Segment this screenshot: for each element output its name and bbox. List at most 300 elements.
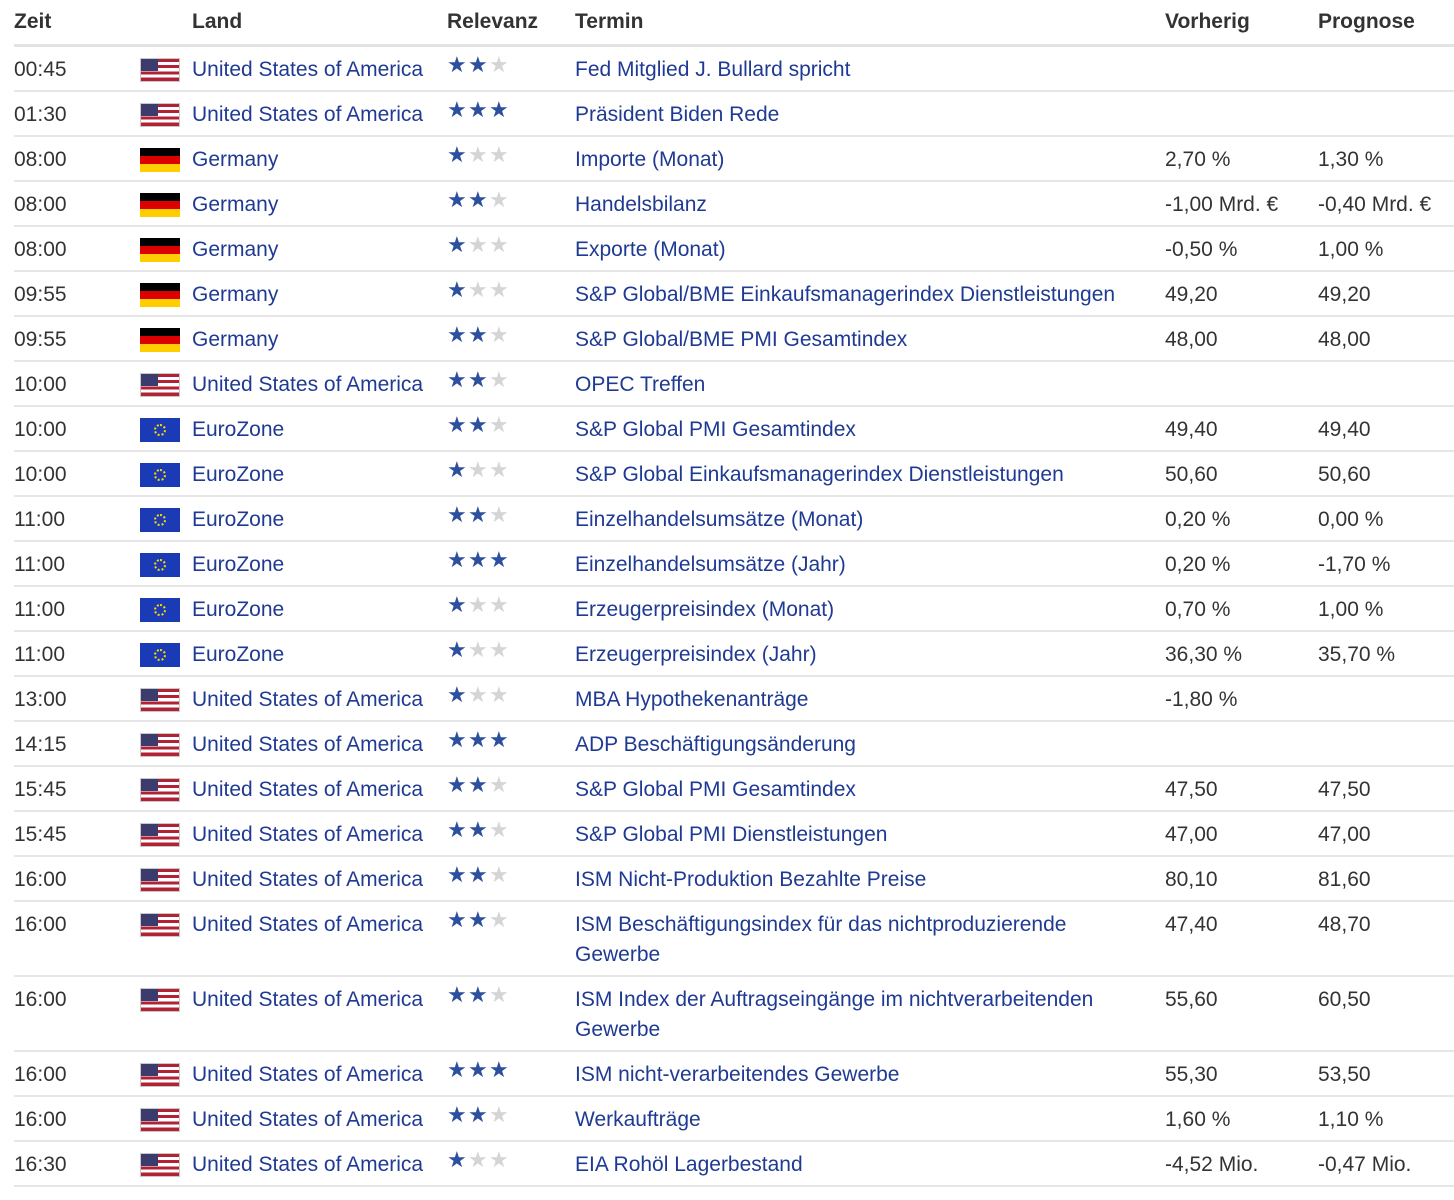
relevance-rating [447, 632, 575, 675]
star-icon: ★ [447, 817, 467, 842]
relevance-rating [447, 812, 575, 855]
star-icon: ★ [468, 187, 488, 212]
event-link[interactable]: OPEC Treffen [575, 373, 706, 396]
relevance-rating [447, 587, 575, 630]
star-icon: ★ [489, 457, 509, 482]
event-time: 08:00 [14, 148, 67, 171]
event-time: 10:00 [14, 418, 67, 441]
country-link[interactable]: EuroZone [192, 553, 285, 576]
star-icon: ★ [468, 727, 488, 752]
event-link[interactable]: Erzeugerpreisindex (Jahr) [575, 643, 817, 666]
flag-cell [140, 1142, 192, 1185]
forecast-value: 1,30 % [1318, 148, 1384, 171]
star-rating [447, 323, 575, 347]
eu-flag-icon [140, 418, 180, 442]
relevance-rating [447, 407, 575, 450]
star-icon: ★ [447, 1057, 467, 1082]
star-icon: ★ [447, 322, 467, 347]
star-rating [447, 548, 575, 572]
table-row[interactable] [14, 272, 1454, 317]
forecast-value: 60,50 [1318, 988, 1371, 1011]
event-time: 08:00 [14, 238, 67, 261]
previous-value: 55,60 [1165, 988, 1218, 1011]
header-forecast: Prognose [1318, 10, 1415, 33]
table-row[interactable] [14, 317, 1454, 362]
flag-cell [140, 227, 192, 270]
star-icon: ★ [489, 682, 509, 707]
event-time: 14:15 [14, 733, 67, 756]
flag-cell [140, 767, 192, 810]
star-icon: ★ [447, 592, 467, 617]
previous-value: 36,30 % [1165, 643, 1243, 666]
germany-flag-icon [140, 328, 180, 352]
country-link[interactable]: United States of America [192, 373, 424, 396]
forecast-value: 1,10 % [1318, 1108, 1384, 1131]
event-time: 16:00 [14, 868, 67, 891]
header-previous: Vorherig [1165, 10, 1250, 33]
us-flag-icon [140, 1153, 180, 1177]
country-link[interactable]: United States of America [192, 103, 424, 126]
forecast-value: -0,40 Mrd. € [1318, 193, 1432, 216]
country-link[interactable]: United States of America [192, 733, 424, 756]
star-icon: ★ [468, 982, 488, 1007]
star-icon: ★ [489, 232, 509, 257]
star-icon: ★ [447, 187, 467, 212]
country-link[interactable]: United States of America [192, 688, 424, 711]
forecast-value: -1,70 % [1318, 553, 1391, 576]
star-icon: ★ [489, 52, 509, 77]
star-rating [447, 818, 575, 842]
event-link[interactable]: ISM Index der Auftragseingänge im nichtverarbeitenden Gewerbe [575, 988, 1094, 1041]
table-row[interactable] [14, 1052, 1454, 1097]
table-row[interactable] [14, 587, 1454, 632]
star-icon: ★ [447, 97, 467, 122]
forecast-value [1318, 92, 1454, 135]
relevance-rating [447, 47, 575, 90]
forecast-value: 49,40 [1318, 418, 1371, 441]
flag-cell [140, 407, 192, 450]
star-rating [447, 1148, 575, 1172]
star-rating [447, 98, 575, 122]
eu-star-ring [154, 469, 166, 481]
forecast-value [1318, 362, 1454, 405]
relevance-rating [447, 1052, 575, 1095]
previous-value: 80,10 [1165, 868, 1218, 891]
star-icon: ★ [447, 982, 467, 1007]
relevance-rating [447, 362, 575, 405]
forecast-value: 81,60 [1318, 868, 1371, 891]
forecast-value: 50,60 [1318, 463, 1371, 486]
event-link[interactable]: Erzeugerpreisindex (Monat) [575, 598, 835, 621]
country-link[interactable]: United States of America [192, 823, 424, 846]
event-link[interactable]: Handelsbilanz [575, 193, 707, 216]
event-link[interactable]: S&P Global PMI Gesamtindex [575, 418, 856, 441]
event-link[interactable]: ADP Beschäftigungsänderung [575, 733, 856, 756]
star-rating [447, 503, 575, 527]
country-link[interactable]: Germany [192, 283, 279, 306]
header-land: Land [192, 10, 243, 33]
star-rating [447, 278, 575, 302]
event-time: 16:00 [14, 1063, 67, 1086]
flag-cell [140, 182, 192, 225]
star-rating [447, 413, 575, 437]
country-link[interactable]: United States of America [192, 868, 424, 891]
us-flag-icon [140, 373, 180, 397]
star-icon: ★ [489, 367, 509, 392]
germany-flag-icon [140, 283, 180, 307]
relevance-rating [447, 497, 575, 540]
us-flag-icon [140, 58, 180, 82]
relevance-rating [447, 137, 575, 180]
country-link[interactable]: United States of America [192, 988, 424, 1011]
event-time: 16:00 [14, 913, 67, 936]
event-link[interactable]: Präsident Biden Rede [575, 103, 780, 126]
us-flag-icon [140, 1063, 180, 1087]
us-flag-icon [140, 823, 180, 847]
country-link[interactable]: United States of America [192, 58, 424, 81]
forecast-value: 35,70 % [1318, 643, 1396, 666]
star-rating [447, 1058, 575, 1082]
star-icon: ★ [489, 982, 509, 1007]
table-row[interactable] [14, 452, 1454, 497]
star-icon: ★ [468, 907, 488, 932]
star-rating [447, 683, 575, 707]
table-row[interactable] [14, 47, 1454, 92]
star-icon: ★ [468, 547, 488, 572]
table-row[interactable] [14, 632, 1454, 677]
star-rating [447, 188, 575, 212]
event-link[interactable]: Werkaufträge [575, 1108, 701, 1131]
star-icon: ★ [447, 907, 467, 932]
us-flag-icon [140, 688, 180, 712]
forecast-value: 0,00 % [1318, 508, 1384, 531]
star-icon: ★ [468, 1102, 488, 1127]
star-icon: ★ [468, 97, 488, 122]
previous-value: 47,40 [1165, 913, 1218, 936]
star-icon: ★ [447, 457, 467, 482]
table-row[interactable] [14, 227, 1454, 272]
table-row[interactable] [14, 767, 1454, 812]
event-link[interactable]: ISM Nicht-Produktion Bezahlte Preise [575, 868, 927, 891]
star-icon: ★ [489, 637, 509, 662]
country-link[interactable]: EuroZone [192, 643, 285, 666]
previous-value: 47,00 [1165, 823, 1218, 846]
table-row[interactable] [14, 977, 1454, 1052]
star-icon: ★ [447, 367, 467, 392]
us-flag-icon [140, 913, 180, 937]
previous-value: -0,50 % [1165, 238, 1238, 261]
eu-flag-icon [140, 598, 180, 622]
germany-flag-icon [140, 238, 180, 262]
us-flag-icon [140, 103, 180, 127]
eu-star-ring [154, 514, 166, 526]
star-icon: ★ [489, 502, 509, 527]
relevance-rating [447, 677, 575, 720]
event-link[interactable]: S&P Global PMI Gesamtindex [575, 778, 856, 801]
event-time: 11:00 [14, 553, 65, 576]
header-relevance: Relevanz [447, 10, 539, 33]
us-flag-icon [140, 868, 180, 892]
previous-value [1165, 722, 1318, 765]
forecast-value [1318, 47, 1454, 90]
star-icon: ★ [447, 637, 467, 662]
star-icon: ★ [447, 412, 467, 437]
forecast-value: 48,00 [1318, 328, 1371, 351]
event-time: 16:30 [14, 1153, 67, 1176]
star-icon: ★ [447, 727, 467, 752]
event-time: 15:45 [14, 823, 67, 846]
previous-value: 47,50 [1165, 778, 1218, 801]
star-rating [447, 53, 575, 77]
event-link[interactable]: Einzelhandelsumsätze (Jahr) [575, 553, 846, 576]
event-link[interactable]: S&P Global PMI Dienstleistungen [575, 823, 888, 846]
forecast-value [1318, 722, 1454, 765]
event-link[interactable]: EIA Rohöl Lagerbestand [575, 1153, 803, 1176]
star-icon: ★ [468, 682, 488, 707]
flag-cell [140, 857, 192, 900]
event-time: 01:30 [14, 103, 67, 126]
previous-value: 49,20 [1165, 283, 1218, 306]
us-flag-icon [140, 1108, 180, 1132]
relevance-rating [447, 977, 575, 1050]
previous-value: 0,20 % [1165, 508, 1231, 531]
country-link[interactable]: EuroZone [192, 508, 285, 531]
header-flag-spacer [140, 0, 192, 44]
previous-value [1165, 92, 1318, 135]
header-time: Zeit [14, 10, 52, 33]
star-icon: ★ [468, 457, 488, 482]
table-row[interactable] [14, 542, 1454, 587]
forecast-value [1318, 677, 1454, 720]
star-icon: ★ [468, 772, 488, 797]
star-icon: ★ [468, 1057, 488, 1082]
germany-flag-icon [140, 193, 180, 217]
flag-cell [140, 92, 192, 135]
flag-cell [140, 317, 192, 360]
flag-cell [140, 1052, 192, 1095]
table-row[interactable] [14, 1142, 1454, 1187]
economic-calendar-table [14, 0, 1454, 1187]
previous-value [1165, 47, 1318, 90]
country-link[interactable]: Germany [192, 193, 279, 216]
relevance-rating [447, 452, 575, 495]
event-link[interactable]: ISM nicht-verarbeitendes Gewerbe [575, 1063, 900, 1086]
star-icon: ★ [489, 277, 509, 302]
country-link[interactable]: United States of America [192, 913, 424, 936]
event-time: 09:55 [14, 283, 67, 306]
event-time: 16:00 [14, 1108, 67, 1131]
star-icon: ★ [489, 187, 509, 212]
table-row[interactable] [14, 902, 1454, 977]
forecast-value: 49,20 [1318, 283, 1371, 306]
eu-flag-icon [140, 508, 180, 532]
country-link[interactable]: Germany [192, 238, 279, 261]
eu-flag-icon [140, 463, 180, 487]
country-link[interactable]: United States of America [192, 778, 424, 801]
event-link[interactable]: S&P Global/BME Einkaufsmanagerindex Dienstleistungen [575, 283, 1116, 306]
event-time: 13:00 [14, 688, 67, 711]
star-icon: ★ [447, 862, 467, 887]
previous-value: 50,60 [1165, 463, 1218, 486]
flag-cell [140, 542, 192, 585]
star-rating [447, 458, 575, 482]
table-row[interactable] [14, 857, 1454, 902]
previous-value: 2,70 % [1165, 148, 1231, 171]
us-flag-icon [140, 778, 180, 802]
event-time: 11:00 [14, 643, 65, 666]
relevance-rating [447, 767, 575, 810]
country-link[interactable]: Germany [192, 328, 279, 351]
country-link[interactable]: EuroZone [192, 463, 285, 486]
event-time: 16:00 [14, 988, 67, 1011]
flag-cell [140, 902, 192, 975]
us-flag-icon [140, 988, 180, 1012]
flag-cell [140, 632, 192, 675]
forecast-value: 47,00 [1318, 823, 1371, 846]
star-icon: ★ [447, 277, 467, 302]
event-link[interactable]: Importe (Monat) [575, 148, 725, 171]
star-rating [447, 728, 575, 752]
relevance-rating [447, 722, 575, 765]
forecast-value: -0,47 Mio. [1318, 1153, 1412, 1176]
star-rating [447, 368, 575, 392]
germany-flag-icon [140, 148, 180, 172]
star-icon: ★ [468, 232, 488, 257]
star-icon: ★ [468, 502, 488, 527]
event-link[interactable]: Fed Mitglied J. Bullard spricht [575, 58, 851, 81]
eu-star-ring [154, 559, 166, 571]
event-link[interactable]: ISM Beschäftigungsindex für das nichtproduzierende Gewerbe [575, 913, 1067, 966]
eu-flag-icon [140, 643, 180, 667]
star-icon: ★ [489, 772, 509, 797]
flag-cell [140, 452, 192, 495]
event-link[interactable]: S&P Global Einkaufsmanagerindex Dienstleistungen [575, 463, 1064, 486]
eu-star-ring [154, 604, 166, 616]
eu-star-ring [154, 424, 166, 436]
event-time: 09:55 [14, 328, 67, 351]
previous-value: 55,30 [1165, 1063, 1218, 1086]
star-icon: ★ [489, 97, 509, 122]
star-rating [447, 1103, 575, 1127]
star-icon: ★ [468, 637, 488, 662]
star-icon: ★ [489, 1102, 509, 1127]
flag-cell [140, 977, 192, 1050]
star-rating [447, 773, 575, 797]
star-icon: ★ [489, 142, 509, 167]
table-body [14, 47, 1454, 1187]
flag-cell [140, 272, 192, 315]
event-link[interactable]: Exporte (Monat) [575, 238, 726, 261]
relevance-rating [447, 92, 575, 135]
event-link[interactable]: Einzelhandelsumsätze (Monat) [575, 508, 864, 531]
eu-star-ring [154, 649, 166, 661]
table-row[interactable] [14, 722, 1454, 767]
event-time: 10:00 [14, 463, 67, 486]
country-link[interactable]: Germany [192, 148, 279, 171]
star-icon: ★ [468, 862, 488, 887]
star-rating [447, 233, 575, 257]
relevance-rating [447, 317, 575, 360]
table-row[interactable] [14, 137, 1454, 182]
star-icon: ★ [447, 772, 467, 797]
star-icon: ★ [447, 547, 467, 572]
forecast-value: 47,50 [1318, 778, 1371, 801]
table-row[interactable] [14, 812, 1454, 857]
country-link[interactable]: United States of America [192, 1108, 424, 1131]
relevance-rating [447, 182, 575, 225]
country-link[interactable]: United States of America [192, 1153, 424, 1176]
star-icon: ★ [489, 592, 509, 617]
star-rating [447, 638, 575, 662]
relevance-rating [447, 1097, 575, 1140]
eu-flag-icon [140, 553, 180, 577]
event-link[interactable]: MBA Hypothekenanträge [575, 688, 809, 711]
event-time: 11:00 [14, 508, 65, 531]
relevance-rating [447, 1142, 575, 1185]
country-link[interactable]: EuroZone [192, 418, 285, 441]
country-link[interactable]: United States of America [192, 1063, 424, 1086]
previous-value: 0,20 % [1165, 553, 1231, 576]
relevance-rating [447, 272, 575, 315]
star-icon: ★ [447, 142, 467, 167]
relevance-rating [447, 857, 575, 900]
event-link[interactable]: S&P Global/BME PMI Gesamtindex [575, 328, 908, 351]
table-row[interactable] [14, 92, 1454, 137]
event-time: 08:00 [14, 193, 67, 216]
relevance-rating [447, 227, 575, 270]
previous-value: 0,70 % [1165, 598, 1231, 621]
relevance-rating [447, 542, 575, 585]
star-icon: ★ [468, 322, 488, 347]
star-icon: ★ [489, 547, 509, 572]
forecast-value: 1,00 % [1318, 598, 1384, 621]
table-row[interactable] [14, 407, 1454, 452]
star-icon: ★ [489, 907, 509, 932]
forecast-value: 48,70 [1318, 913, 1371, 936]
flag-cell [140, 47, 192, 90]
table-row[interactable] [14, 182, 1454, 227]
star-icon: ★ [447, 682, 467, 707]
event-time: 15:45 [14, 778, 67, 801]
table-row[interactable] [14, 1097, 1454, 1142]
flag-cell [140, 812, 192, 855]
event-time: 00:45 [14, 58, 67, 81]
previous-value: 1,60 % [1165, 1108, 1231, 1131]
star-icon: ★ [447, 1147, 467, 1172]
flag-cell [140, 362, 192, 405]
star-icon: ★ [489, 322, 509, 347]
flag-cell [140, 722, 192, 765]
table-row[interactable] [14, 677, 1454, 722]
star-icon: ★ [468, 277, 488, 302]
star-icon: ★ [489, 727, 509, 752]
forecast-value: 1,00 % [1318, 238, 1384, 261]
star-rating [447, 863, 575, 887]
previous-value: -1,80 % [1165, 688, 1238, 711]
star-icon: ★ [447, 52, 467, 77]
star-icon: ★ [489, 862, 509, 887]
table-row[interactable] [14, 362, 1454, 407]
forecast-value: 53,50 [1318, 1063, 1371, 1086]
country-link[interactable]: EuroZone [192, 598, 285, 621]
header-term: Termin [575, 10, 644, 33]
star-rating [447, 983, 575, 1007]
us-flag-icon [140, 733, 180, 757]
previous-value: 48,00 [1165, 328, 1218, 351]
table-row[interactable] [14, 497, 1454, 542]
star-icon: ★ [447, 232, 467, 257]
star-icon: ★ [468, 412, 488, 437]
